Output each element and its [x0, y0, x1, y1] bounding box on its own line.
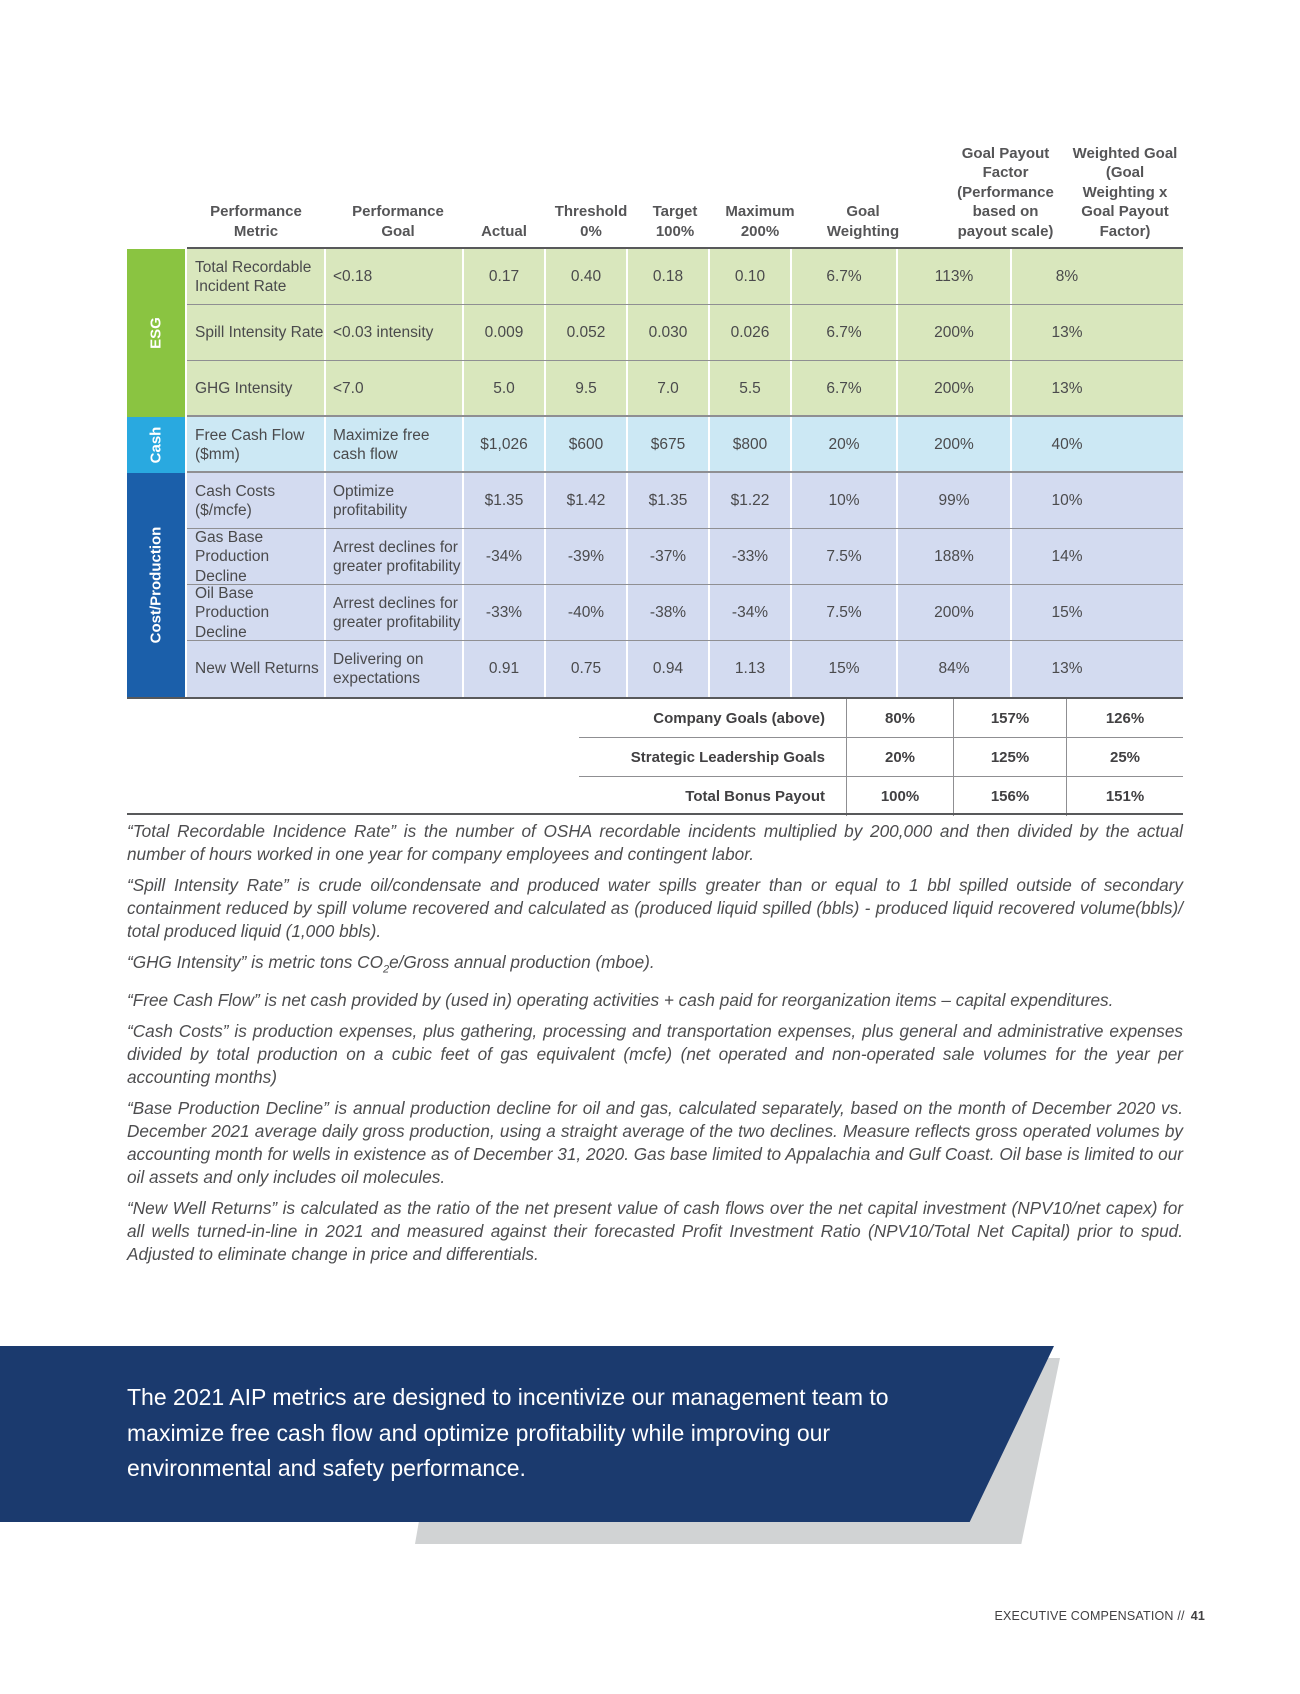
page-number: 41	[1190, 1609, 1205, 1623]
cell-weighted: 13%	[1051, 660, 1083, 678]
table-row	[187, 473, 1183, 529]
cell-goal: <0.18	[333, 268, 373, 286]
cell-actual: 0.009	[484, 324, 524, 342]
cell-weighting: 15%	[828, 660, 860, 678]
cell-actual: $1.35	[484, 492, 524, 510]
cell-weighted: 10%	[1051, 492, 1083, 510]
cell-weighting: 20%	[828, 436, 860, 454]
header-weighted-goal: Weighted Goal (Goal Weighting x Goal Payout Factor)	[1072, 144, 1178, 240]
cell-payout: 200%	[934, 324, 974, 342]
cell-payout: 99%	[938, 492, 970, 510]
cell-target: -37%	[649, 548, 687, 566]
table-row	[187, 417, 1183, 473]
table-row	[187, 641, 1183, 697]
cell-metric: Cash Costs ($/mcfe)	[195, 482, 276, 519]
summary-row: Strategic Leadership Goals 20% 125% 25%	[579, 738, 1183, 777]
cell-goal: Delivering on expectations	[333, 650, 424, 687]
cell-weighted: 40%	[1051, 436, 1083, 454]
cell-goal: Optimize profitability	[333, 482, 408, 519]
note-new-well: “New Well Returns” is calculated as the ratio of the net present value of cash flows over the net capital investment (NPV10/net capex) for all wells turned-in-line in 2021 and measured against their forecasted Profit Investment Ratio (NPV10/Total Net Capital) prior to spud. Adjusted to eliminate change in price and differentials.	[127, 1198, 1183, 1265]
cell-threshold: 0.75	[570, 660, 602, 678]
cell-maximum: -34%	[731, 604, 769, 622]
header-metric: Performance Metric	[210, 203, 302, 240]
header-payout-factor: Goal Payout Factor (Performance based on payout scale)	[957, 144, 1054, 240]
cell-maximum: 5.5	[739, 380, 761, 398]
note-spill: “Spill Intensity Rate” is crude oil/condensate and produced water spills greater than or equal to 1 bbl spilled outside of secondary containment reduced by spill volume recovered and calculated as (produced liquid spilled (bbls) - produced liquid recovered volume(bbls)/ total produced liquid (1,000 bbls).	[127, 875, 1183, 941]
header-target: Target 100%	[652, 203, 698, 240]
table-header	[127, 141, 1183, 247]
cell-goal: Maximize free cash flow	[333, 426, 430, 463]
cell-actual: -34%	[485, 548, 523, 566]
note-ghg: “GHG Intensity” is metric tons $CO_2e$/Gross annual production (mboe).	[127, 952, 655, 976]
cell-weighting: 10%	[828, 492, 860, 510]
cell-weighting: 6.7%	[826, 268, 862, 286]
table-row	[187, 529, 1183, 585]
footnotes	[127, 820, 1183, 1274]
table-row	[187, 585, 1183, 641]
footer-section: EXECUTIVE COMPENSATION //	[994, 1609, 1185, 1623]
header-maximum: Maximum 200%	[725, 203, 795, 240]
table-row	[187, 305, 1183, 361]
cell-threshold: -40%	[567, 604, 605, 622]
cell-target: 7.0	[657, 380, 679, 398]
cell-actual: 0.17	[488, 268, 520, 286]
note-cash-costs: “Cash Costs” is production expenses, plus gathering, processing and transportation expenses, plus general and administrative expenses divided by total production on a cubic feet of gas equivalent (mcfe) (net operated and non-operated sale volumes for the year per accounting months)	[127, 1021, 1183, 1088]
cell-threshold: -39%	[567, 548, 605, 566]
cell-payout: 200%	[934, 380, 974, 398]
cell-threshold: 9.5	[575, 380, 597, 398]
cell-weighting: 6.7%	[826, 380, 862, 398]
cell-threshold: 0.052	[566, 324, 606, 342]
cell-target: 0.94	[652, 660, 684, 678]
cell-actual: 0.91	[488, 660, 520, 678]
cell-maximum: $1.22	[730, 492, 770, 510]
summary-row: Company Goals (above) 80% 157% 126%	[579, 699, 1183, 738]
cell-threshold: $600	[568, 436, 604, 454]
cell-target: $1.35	[648, 492, 688, 510]
cell-target: 0.030	[648, 324, 688, 342]
header-goal: Performance Goal	[352, 203, 444, 240]
cell-target: 0.18	[652, 268, 684, 286]
cell-maximum: $800	[732, 436, 768, 454]
cell-weighting: 7.5%	[826, 548, 862, 566]
note-fcf: “Free Cash Flow” is net cash provided by (used in) operating activities + cash paid for reorganization items – capital expenditures.	[127, 990, 1114, 1011]
note-trir: “Total Recordable Incidence Rate” is the number of OSHA recordable incidents multiplied by 200,000 and then divided by the actual number of hours worked in one year for company employees and contingent labor.	[127, 821, 1183, 864]
table-row	[187, 361, 1183, 417]
cell-maximum: -33%	[731, 548, 769, 566]
cell-payout: 200%	[934, 436, 974, 454]
cell-weighted: 13%	[1051, 380, 1083, 398]
cell-weighting: 7.5%	[826, 604, 862, 622]
cell-goal: Arrest declines for greater profitability	[333, 538, 461, 575]
cell-weighted: 15%	[1051, 604, 1083, 622]
cell-metric: New Well Returns	[195, 660, 319, 678]
cell-payout: 200%	[934, 604, 974, 622]
cell-target: $675	[650, 436, 686, 454]
cell-metric: Spill Intensity Rate	[195, 324, 324, 342]
cell-weighting: 6.7%	[826, 324, 862, 342]
cell-target: -38%	[649, 604, 687, 622]
cell-payout: 84%	[938, 660, 970, 678]
cell-metric: Oil Base Production Decline	[195, 584, 270, 641]
cell-goal: <0.03 intensity	[333, 324, 434, 342]
cell-goal: <7.0	[333, 380, 364, 398]
header-actual: Actual	[481, 222, 527, 240]
cell-threshold: $1.42	[566, 492, 606, 510]
category-cost-production: Cost/Production	[127, 473, 185, 697]
header-weighting: Goal Weighting	[826, 203, 900, 240]
cell-maximum: 0.026	[730, 324, 770, 342]
note-base-decline: “Base Production Decline” is annual production decline for oil and gas, calculated separately, based on the month of December 2020 vs. December 2021 average daily gross production, using a straight average of the two declines. Measure reflects gross operated volumes by accounting month for wells in existence as of December 31, 2020. Gas base limited to Appalachia and Gulf Coast. Oil base is limited to our oil assets and only includes oil molecules.	[127, 1098, 1183, 1188]
callout-text: The 2021 AIP metrics are designed to incentivize our management team to maximize free cash flow and optimize profitability while improving our environmental and safety performance.	[127, 1384, 889, 1481]
cell-payout: 188%	[934, 548, 974, 566]
cell-metric: Total Recordable Incident Rate	[195, 258, 312, 295]
category-cash: Cash	[127, 417, 185, 473]
category-esg: ESG	[127, 249, 185, 417]
cell-metric: Gas Base Production Decline	[195, 528, 270, 585]
cell-actual: $1,026	[480, 436, 528, 454]
page-footer	[994, 1609, 1205, 1623]
cell-maximum: 1.13	[734, 660, 766, 678]
cell-weighted: 8%	[1055, 268, 1079, 286]
cell-actual: -33%	[485, 604, 523, 622]
summary-row-total: Total Bonus Payout 100% 156% 151%	[579, 777, 1183, 816]
cell-goal: Arrest declines for greater profitability	[333, 594, 461, 631]
table-row	[187, 249, 1183, 305]
cell-metric: GHG Intensity	[195, 380, 293, 398]
cell-weighted: 13%	[1051, 324, 1083, 342]
cell-actual: 5.0	[493, 380, 515, 398]
table-end-divider	[127, 813, 1183, 815]
header-threshold: Threshold 0%	[554, 203, 628, 240]
cell-maximum: 0.10	[734, 268, 766, 286]
cell-metric: Free Cash Flow ($mm)	[195, 426, 305, 463]
cell-threshold: 0.40	[570, 268, 602, 286]
cell-payout: 113%	[934, 268, 974, 286]
cell-weighted: 14%	[1051, 548, 1083, 566]
